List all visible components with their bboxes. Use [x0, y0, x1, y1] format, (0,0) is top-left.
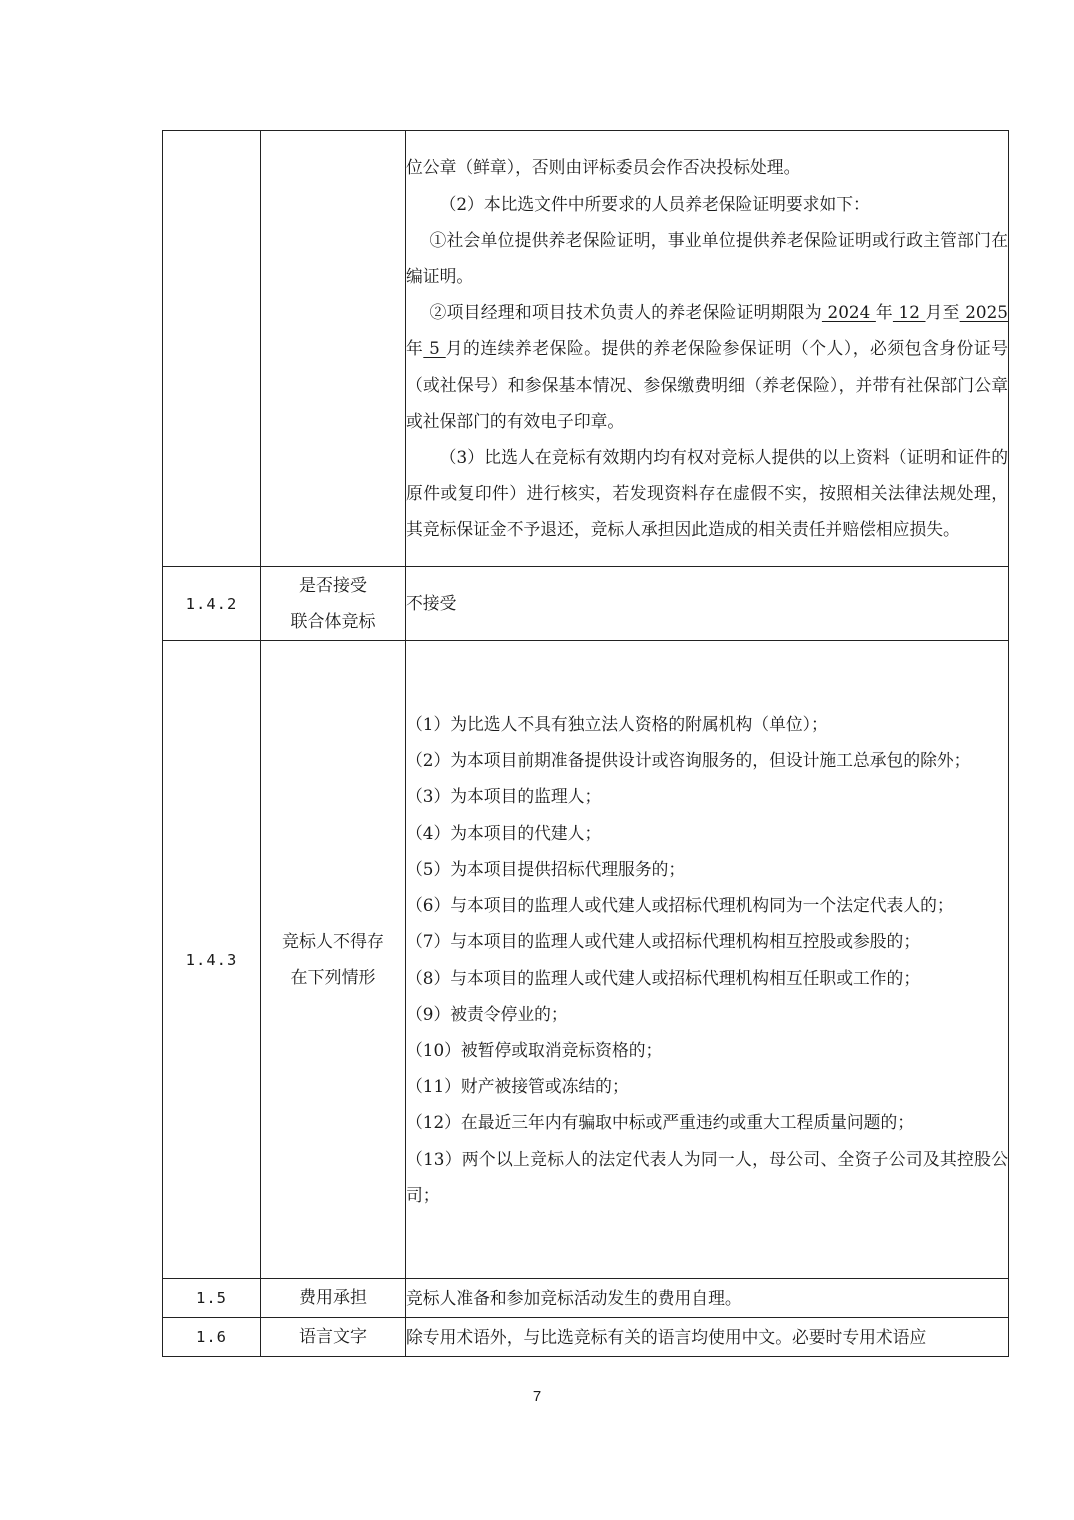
text-run: 年 [406, 338, 424, 359]
list-item: （8）与本项目的监理人或代建人或招标代理机构相互任职或工作的； [406, 967, 921, 988]
list-item: （5）为本项目提供招标代理服务的； [406, 858, 686, 879]
row-label-cell: 语言文字 [261, 1318, 406, 1357]
list-item: （13）两个以上竞标人的法定代表人为同一人，母公司、全资子公司及其控股公司； [406, 1148, 1008, 1205]
list-item: （12）在最近三年内有骗取中标或严重违约或重大工程质量问题的； [406, 1112, 915, 1133]
text-run: 月的连续养老保险。提供的养老保险参保证明（个人），必须包含身份证号（或社保号）和参保基本情况、参保缴费明细（养老保险），并带有社保部门公章或社保部门的有效电子印章。 [406, 338, 1008, 431]
label-line: 是否接受 [299, 575, 367, 596]
row-content-cell: 不接受 [406, 567, 1009, 641]
row-number-cell: 1.5 [163, 1279, 261, 1318]
list-item: （9）被责令停业的； [406, 1003, 568, 1024]
table-row [163, 641, 1009, 1279]
list-item: （3）为本项目的监理人； [406, 786, 602, 807]
list-item: （2）为本项目前期准备提供设计或咨询服务的，但设计施工总承包的除外； [406, 750, 971, 771]
text-run: ②项目经理和项目技术负责人的养老保险证明期限为 [429, 302, 822, 323]
row-content-cell [406, 641, 1009, 1279]
list-item: （11）财产被接管或冻结的； [406, 1076, 629, 1097]
list-item: （1）为比选人不具有独立法人资格的附属机构（单位）； [406, 714, 828, 735]
underlined-value: 2025 [959, 302, 1008, 323]
row-label-cell: 费用承担 [261, 1279, 406, 1318]
paragraph: ①社会单位提供养老保险证明，事业单位提供养老保险证明或行政主管部门在编证明。 [406, 229, 1008, 286]
text-run: 月至 [925, 302, 960, 323]
list-item: （6）与本项目的监理人或代建人或招标代理机构同为一个法定代表人的； [406, 895, 954, 916]
row-content-cell [406, 131, 1009, 567]
row-label-cell [261, 567, 406, 641]
list-item: （7）与本项目的监理人或代建人或招标代理机构相互控股或参股的； [406, 931, 921, 952]
list-item: （4）为本项目的代建人； [406, 822, 602, 843]
table-row-continued [163, 131, 1009, 567]
table-row [163, 1318, 1009, 1357]
table-row [163, 1279, 1009, 1318]
text-run: 年 [875, 302, 893, 323]
underlined-value: 5 [423, 338, 446, 359]
page-number: 7 [532, 1388, 542, 1405]
row-content-cell: 竞标人准备和参加竞标活动发生的费用自理。 [406, 1279, 1009, 1318]
paragraph: 位公章（鲜章），否则由评标委员会作否决投标处理。 [406, 157, 801, 178]
label-line: 联合体竞标 [290, 611, 376, 632]
row-label-cell [261, 131, 406, 567]
row-number-cell: 1.4.2 [163, 567, 261, 641]
list-item: （10）被暂停或取消竞标资格的； [406, 1039, 663, 1060]
requirements-table [162, 130, 1009, 1357]
underlined-value: 12 [892, 302, 926, 323]
label-line: 在下列情形 [290, 967, 376, 988]
row-label-cell [261, 641, 406, 1279]
paragraph: （3）比选人在竞标有效期内均有权对竞标人提供的以上资料（证明和证件的原件或复印件）进行核实，若发现资料存在虚假不实，按照相关法律法规处理，其竞标保证金不予退还，竞标人承担因此造成的相关责任并赔偿相应损失。 [406, 447, 1008, 540]
table-row [163, 567, 1009, 641]
row-content-cell: 除专用术语外，与比选竞标有关的语言均使用中文。必要时专用术语应 [406, 1318, 1009, 1357]
pension-period-paragraph [406, 294, 1008, 439]
row-number-cell: 1.4.3 [163, 641, 261, 1279]
row-number-cell: 1.6 [163, 1318, 261, 1357]
row-number-cell [163, 131, 261, 567]
label-line: 竞标人不得存 [282, 931, 384, 952]
underlined-value: 2024 [821, 302, 876, 323]
paragraph: （2）本比选文件中所要求的人员养老保险证明要求如下： [439, 193, 870, 214]
